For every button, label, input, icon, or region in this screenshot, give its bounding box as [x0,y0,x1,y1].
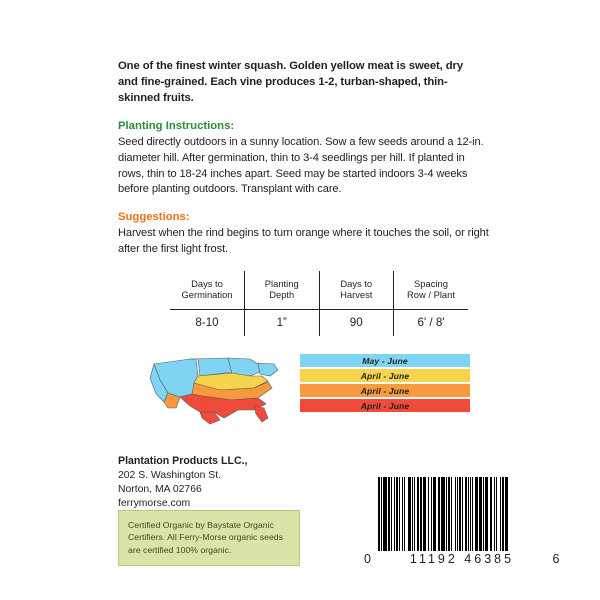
table-header-line: Planting [264,277,299,289]
table-header-cell [319,271,394,310]
zone-bar: April - June [300,369,470,382]
table-header-line: Harvest [340,289,373,301]
table-header-cell [170,271,245,310]
table-row [170,310,468,337]
table-header-line: Germination [181,289,233,301]
intro-description: One of the finest winter squash. Golden yellow meat is sweet, dry and fine-grained. Each vine produces 1-2, turban-shaped, thin-skinned fruits. [118,60,464,105]
zone-legend [300,350,470,414]
table-header-line: Days to [340,277,373,289]
zone-bar: April - June [300,399,470,412]
table-header-row [170,271,468,310]
table-cell-harvest: 90 [319,310,394,337]
address-street: 202 S. Washington St. [118,469,222,481]
barcode-space [508,477,511,551]
suggestions-text: Harvest when the rind begins to turn orange where it touches the soil, or right after the first light frost. [118,227,489,255]
barcode-bars [378,477,560,551]
barcode [364,477,560,566]
table-cell-spacing: 6' / 8' [417,316,445,330]
table-header-line: Spacing [414,277,448,289]
barcode-middle-digits: 11192 46385 [409,552,515,566]
growing-info-table-wrap [170,271,468,337]
website-url[interactable]: ferrymorse.com [118,498,191,510]
table-cell-germination: 8-10 [170,310,245,337]
growing-info-table [170,271,468,337]
barcode-left-digit: 0 [364,552,372,566]
zone-bar: May - June [300,354,470,367]
zone-bar: April - June [300,384,470,397]
barcode-digits [364,552,560,566]
address-city-state-zip: Norton, MA 02766 [118,484,202,496]
table-header-line: Row / Plant [407,289,455,301]
planting-instructions-text: Seed directly outdoors in a sunny location. Sow a few seeds around a 12-in. diameter hill. After germination, thin to 3-4 seedlings per hill. If planted in rows, thin to 18-24 inches apart. Seed may be started indoors 3-4 weeks before planting outdoors. Transplant with care. [118,136,484,196]
usa-map-svg [146,350,286,428]
table-header-cell [245,271,320,310]
usa-planting-zone-map [146,350,286,428]
bottom-row [118,477,560,566]
barcode-right-digit: 6 [552,552,560,566]
company-name: Plantation Products LLC., [118,455,248,468]
table-header-line: Depth [269,289,295,301]
table-header-line: Days to [191,277,223,289]
table-cell-depth: 1” [245,310,320,337]
organic-certification-text: Certified Organic by Baystate Organic Certifiers. All Ferry-Morse organic seeds are certified 100% organic. [128,519,283,555]
table-header-cell [394,271,469,310]
suggestions-heading: Suggestions: [118,211,190,224]
planting-instructions-heading: Planting Instructions: [118,120,235,133]
zone-map-row [146,350,544,428]
organic-certification-box [118,510,300,566]
